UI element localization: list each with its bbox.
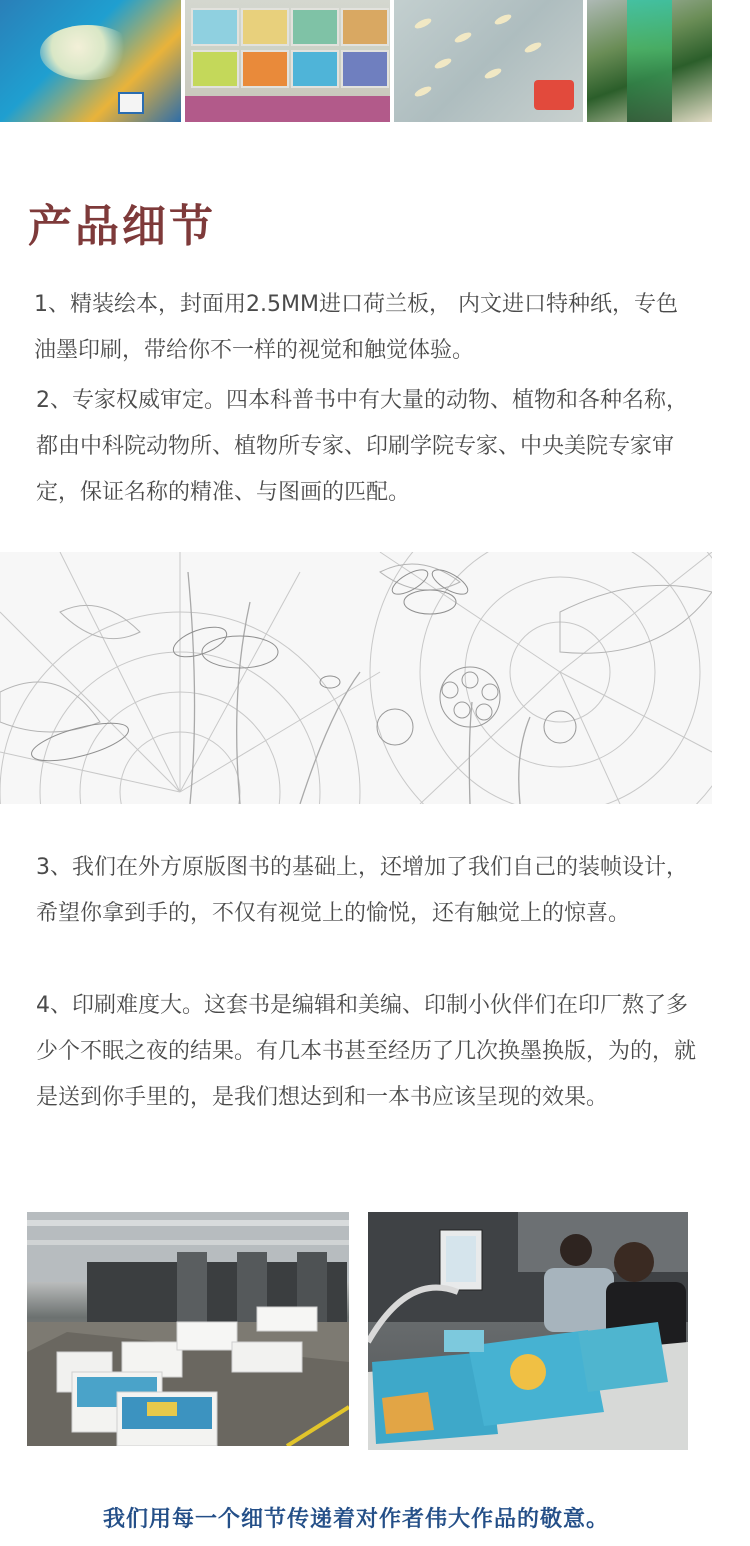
insect-line-art [0,552,712,804]
detail-paragraph-2: 2、专家权威审定。四本科普书中有大量的动物、植物和各种名称，都由中科院动物所、植物所专家、印刷学院专家、中央美院专家审定，保证名称的精准、与图画的匹配。 [36,388,688,505]
artwork-photo-1 [0,0,181,122]
printing-factory-photo [27,1212,349,1446]
factory-scene [27,1212,349,1446]
closing-statement: 我们用每一个细节传递着对作者伟大作品的敬意。 [102,1507,609,1532]
press-check-scene [368,1212,688,1450]
artwork-photo-strip [0,0,712,122]
artwork-photo-3 [394,0,583,122]
artwork-photo-4 [587,0,712,122]
press-check-photo [368,1212,688,1450]
detail-paragraph-1: 1、精装绘本，封面用2.5MM进口荷兰板， 内文进口特种纸，专色油墨印刷，带给你不一样的视觉和触觉体验。 [34,292,678,363]
detail-paragraph-4: 4、印刷难度大。这套书是编辑和美编、印制小伙伴们在印厂熬了多少个不眠之夜的结果。有几本书甚至经历了几次换墨换版，为的，就是送到你手里的，是我们想达到和一本书应该呈现的效果。 [36,993,697,1110]
detail-paragraph-3: 3、我们在外方原版图书的基础上，还增加了我们自己的装帧设计，希望你拿到手的，不仅有视觉上的愉悦，还有触觉上的惊喜。 [36,855,688,926]
insect-line-art-illustration [0,552,712,804]
artwork-photo-2 [185,0,390,122]
section-title: 产品细节 [28,201,216,252]
